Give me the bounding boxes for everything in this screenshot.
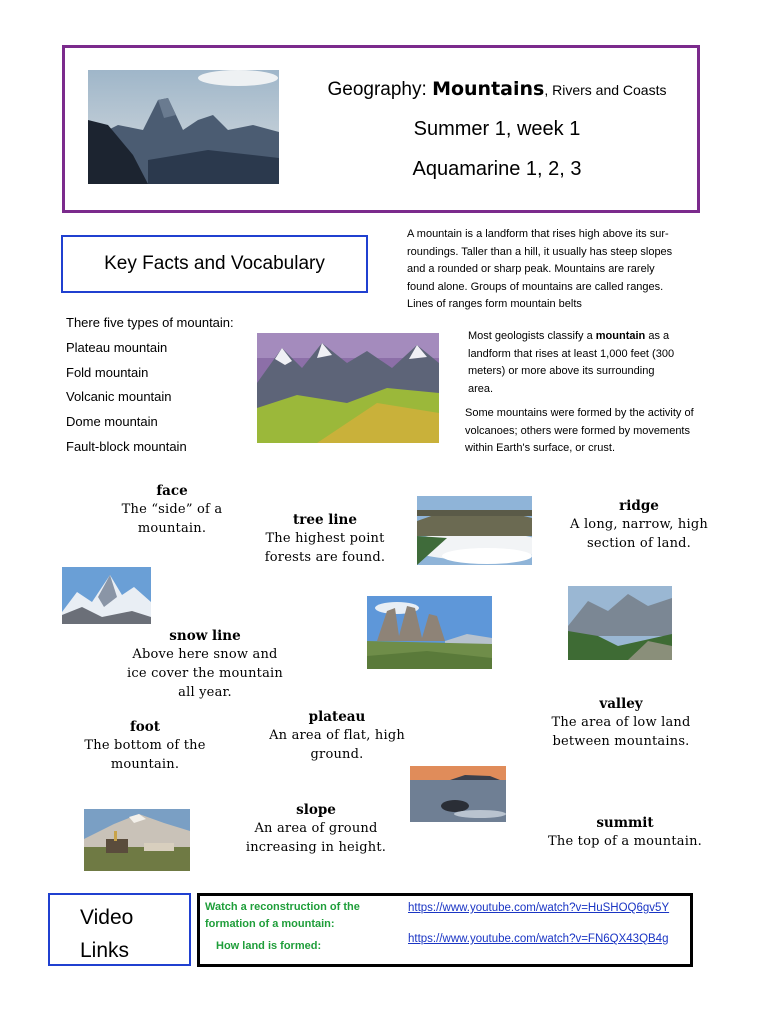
vocab-valley bbox=[541, 695, 701, 751]
geologists-line: landform that rises at least 1,000 feet (300 bbox=[468, 347, 675, 360]
coast-sunset-photo bbox=[410, 766, 506, 822]
vocab-snow-line bbox=[120, 627, 290, 702]
intro-line: found alone. Groups of mountains are called ranges. bbox=[407, 280, 664, 293]
vocab-def: An area of flat, high bbox=[269, 728, 405, 743]
video-label-line: Video bbox=[80, 906, 134, 929]
vocab-def: A long, narrow, high bbox=[570, 517, 708, 532]
valley-photo bbox=[568, 586, 672, 660]
vocab-def: Above here snow and bbox=[132, 647, 278, 662]
video-link-2[interactable]: https://www.youtube.com/watch?v=FN6QX43QB4g bbox=[408, 933, 669, 945]
vocab-def: between mountains. bbox=[552, 734, 690, 749]
vocab-def: The “side” of a bbox=[121, 502, 223, 517]
vocab-term: ridge bbox=[619, 498, 659, 514]
mountain-types-list bbox=[66, 311, 234, 460]
vocab-def: The area of low land bbox=[551, 715, 691, 730]
header-title bbox=[297, 78, 697, 101]
vocab-ridge bbox=[559, 497, 719, 553]
vocab-def: mountain. bbox=[137, 521, 207, 536]
header-mountain-photo bbox=[88, 70, 279, 184]
vocab-def: The top of a mountain. bbox=[548, 834, 702, 849]
vocab-term: summit bbox=[596, 815, 654, 831]
video-links-box bbox=[197, 893, 693, 967]
vocab-def: section of land. bbox=[586, 536, 692, 551]
snowy-peak-photo bbox=[62, 567, 151, 624]
vocab-slope bbox=[236, 801, 396, 857]
formation-line: Some mountains were formed by the activity of bbox=[465, 407, 694, 419]
formation-line: within Earth's surface, or crust. bbox=[465, 442, 616, 454]
header-topic-rest: , Rivers and Coasts bbox=[544, 82, 667, 98]
intro-line: Lines of ranges form mountain belts bbox=[407, 298, 582, 310]
tree-line-photo bbox=[417, 496, 532, 565]
list-item: Fault-block mountain bbox=[66, 438, 187, 454]
vocab-def: ground. bbox=[310, 747, 364, 762]
types-heading: There five types of mountain: bbox=[66, 315, 234, 330]
vocab-def: ice cover the mountain bbox=[127, 666, 283, 681]
vocab-term: face bbox=[156, 483, 188, 499]
vocab-def: forests are found. bbox=[264, 550, 386, 565]
vocab-term: foot bbox=[129, 719, 161, 735]
vocab-term: snow line bbox=[169, 628, 241, 644]
formation-line: volcanoes; others were formed by movements bbox=[465, 424, 690, 437]
video-link-1[interactable]: https://www.youtube.com/watch?v=HuSHOQ6gv5Y bbox=[408, 902, 670, 914]
header-subject: Geography: bbox=[327, 79, 433, 100]
vocab-def: mountain. bbox=[110, 757, 180, 772]
vocab-term: plateau bbox=[308, 709, 366, 725]
vocab-foot bbox=[75, 718, 215, 774]
vocab-summit bbox=[535, 814, 715, 851]
vocab-def: increasing in height. bbox=[245, 840, 387, 855]
list-item: Dome mountain bbox=[66, 414, 158, 430]
video-label-line: Links bbox=[80, 939, 130, 962]
list-item: Fold mountain bbox=[66, 364, 149, 380]
vocab-def: all year. bbox=[178, 685, 232, 700]
vocab-def: An area of ground bbox=[254, 821, 378, 836]
geologists-line: Most geologists classify a mountain as a bbox=[468, 330, 670, 342]
video-desc-1: Watch a reconstruction of the formation of a mountain: bbox=[205, 901, 360, 930]
intro-paragraph bbox=[407, 226, 707, 314]
dolomites-photo bbox=[367, 596, 492, 669]
vocab-def: The bottom of the bbox=[84, 738, 206, 753]
header-classes: Aquamarine 1, 2, 3 bbox=[412, 158, 582, 180]
vocab-term: valley bbox=[599, 696, 643, 712]
vocab-tree-line bbox=[245, 511, 405, 567]
video-desc-2: How land is formed: bbox=[216, 940, 322, 952]
intro-line: roundings. Taller than a hill, it usually has steep slopes bbox=[407, 245, 673, 258]
list-item: Volcanic mountain bbox=[66, 389, 172, 405]
geologists-line: area. bbox=[468, 382, 494, 395]
vocab-def: The highest point bbox=[265, 531, 385, 546]
vocab-term: slope bbox=[296, 802, 336, 818]
mountain-village-photo bbox=[84, 809, 190, 871]
header-term: Summer 1, week 1 bbox=[413, 118, 581, 140]
intro-line: and a rounded or sharp peak. Mountains are rarely bbox=[407, 263, 655, 275]
header-box bbox=[62, 45, 700, 213]
key-facts-title: Key Facts and Vocabulary bbox=[61, 235, 368, 293]
video-links-label bbox=[48, 893, 191, 966]
alpine-mountain-photo bbox=[257, 333, 439, 443]
header-topic-bold: Mountains bbox=[432, 78, 545, 100]
geologists-paragraph bbox=[468, 328, 728, 398]
intro-line: A mountain is a landform that rises high above its sur- bbox=[407, 228, 669, 240]
vocab-plateau bbox=[257, 708, 417, 764]
geologists-line: meters) or more above its surrounding bbox=[468, 365, 655, 377]
vocab-term: tree line bbox=[293, 512, 357, 528]
formation-paragraph bbox=[465, 405, 745, 458]
vocab-face bbox=[97, 482, 247, 538]
list-item: Plateau mountain bbox=[66, 339, 168, 355]
